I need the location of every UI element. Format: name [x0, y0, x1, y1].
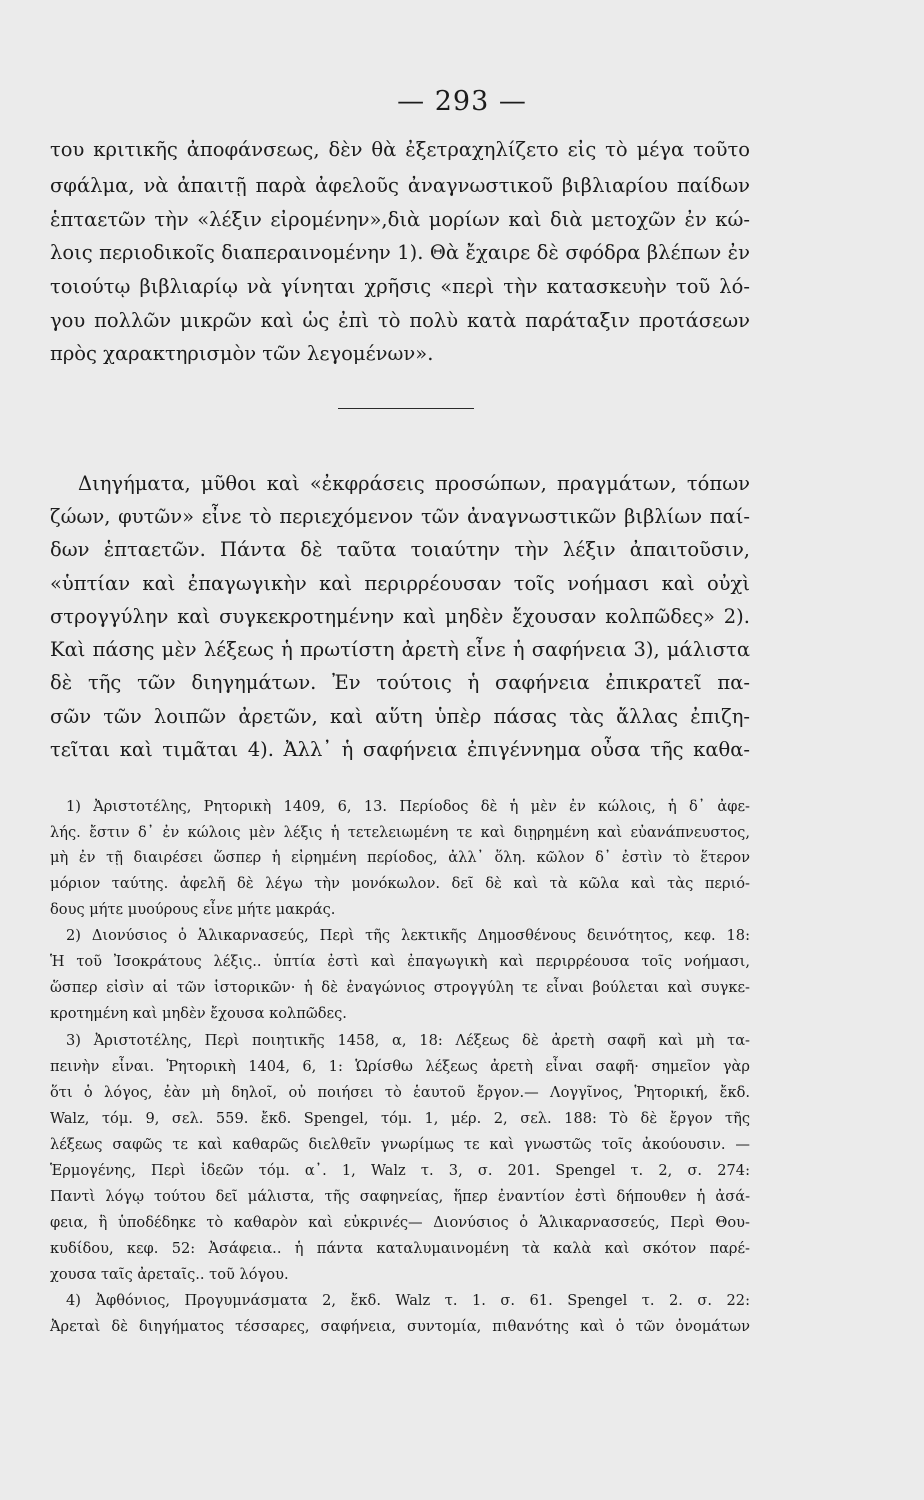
footnote-line: κυδίδου, κεφ. 52: Ἀσάφεια.. ἡ πάντα καταλυμαινομένη τὰ καλὰ καὶ σκότον παρέ- — [50, 1240, 750, 1257]
footnote-line: Ἡ τοῦ Ἰσοκράτους λέξις.. ὑπτία ἐστὶ καὶ ἐπαγωγικὴ καὶ περιρρέουσα τοῖς νοήμασι, — [50, 953, 750, 970]
body-line: σῶν τῶν λοιπῶν ἀρετῶν, καὶ αὕτη ὑπὲρ πάσας τὰς ἄλλας ἐπιζη- — [50, 705, 750, 728]
footnote-line: 4) Ἀφθόνιος, Προγυμνάσματα 2, ἔκδ. Walz τ. 1. σ. 61. Spengel τ. 2. σ. 22: — [66, 1292, 750, 1309]
body-line: λοις περιοδικοῖς διαπεραινομένην 1). Θὰ ἔχαιρε δὲ σφόδρα βλέπων ἐν — [50, 241, 750, 264]
body-line: δων ἑπταετῶν. Πάντα δὲ ταῦτα τοιαύτην τὴν λέξιν ἀπαιτοῦσιν, — [50, 538, 750, 561]
footnote-line: 1) Ἀριστοτέλης, Ρητορικὴ 1409, 6, 13. Περίοδος δὲ ἡ μὲν ἐν κώλοις, ἡ δ᾽ ἀφε- — [66, 798, 750, 815]
body-line: τεῖται καὶ τιμᾶται 4). Ἀλλ᾽ ἡ σαφήνεια ἐπιγέννημα οὖσα τῆς καθα- — [50, 738, 750, 761]
footnote-line: ὅτι ὁ λόγος, ἐὰν μὴ δηλοῖ, οὐ ποιήσει τὸ ἑαυτοῦ ἔργον.— Λογγῖνος, Ῥητορική, ἔκδ. — [50, 1084, 750, 1101]
footnote-line: μὴ ἐν τῇ διαιρέσει ὥσπερ ἡ εἰρημένη περίοδος, ἀλλ᾽ ὅλη. κῶλον δ᾽ ἐστὶν τὸ ἕτερον — [50, 849, 750, 866]
footnote-line: Walz, τόμ. 9, σελ. 559. ἔκδ. Spengel, τόμ. 1, μέρ. 2, σελ. 188: Τὸ δὲ ἔργον τῆς — [50, 1110, 750, 1127]
body-line: πρὸς χαρακτηρισμὸν τῶν λεγομένων». — [50, 342, 434, 365]
body-line: ζώων, φυτῶν» εἶνε τὸ περιεχόμενον τῶν ἀναγνωστικῶν βιβλίων παί- — [50, 505, 750, 528]
body-line: Διηγήματα, μῦθοι καὶ «ἐκφράσεις προσώπων, πραγμάτων, τόπων — [78, 472, 750, 495]
footnote-line: Ἀρεταὶ δὲ διηγήματος τέσσαρες, σαφήνεια, συντομία, πιθανότης καὶ ὁ τῶν ὀνομάτων — [50, 1318, 750, 1335]
body-line: Καὶ πάσης μὲν λέξεως ἡ πρωτίστη ἀρετὴ εἶνε ἡ σαφήνεια 3), μάλιστα — [50, 638, 750, 661]
footnote-line: 3) Ἀριστοτέλης, Περὶ ποιητικῆς 1458, α, 18: Λέξεως δὲ ἀρετὴ σαφῆ καὶ μὴ τα- — [66, 1032, 750, 1049]
body-line: δὲ τῆς τῶν διηγημάτων. Ἐν τούτοις ἡ σαφήνεια ἐπικρατεῖ πα- — [50, 671, 750, 694]
footnote-line: κροτημένη καὶ μηδὲν ἔχουσα κολπῶδες. — [50, 1005, 347, 1022]
body-line: στρογγύλην καὶ συγκεκροτημένην καὶ μηδὲν ἔχουσαν κολπῶδες» 2). — [50, 605, 750, 628]
footnote-line: μόριον ταύτης. ἀφελῆ δὲ λέγω τὴν μονόκωλον. δεῖ δὲ καὶ τὰ κῶλα καὶ τὰς περιό- — [50, 875, 750, 892]
footnote-line: φεια, ἣ ὑποδέδηκε τὸ καθαρὸν καὶ εὐκρινές— Διονύσιος ὁ Ἁλικαρνασσεύς, Περὶ Θου- — [50, 1214, 750, 1231]
footnote-line: 2) Διονύσιος ὁ Ἁλικαρνασεύς, Περὶ τῆς λεκτικῆς Δημοσθένους δεινότητος, κεφ. 18: — [66, 927, 750, 944]
footnote-line: Ἑρμογένης, Περὶ ἰδεῶν τόμ. α᾽. 1, Walz τ. 3, σ. 201. Spengel τ. 2, σ. 274: — [50, 1162, 750, 1179]
footnote-line: χουσα ταῖς ἀρεταῖς.. τοῦ λόγου. — [50, 1266, 289, 1283]
body-line: «ὑπτίαν καὶ ἐπαγωγικὴν καὶ περιρρέουσαν τοῖς νοήμασι καὶ οὐχὶ — [50, 572, 750, 595]
footnote-line: Παντὶ λόγῳ τούτου δεῖ μάλιστα, τῆς σαφηνείας, ἥπερ ἐναντίον ἐστὶ δήπουθεν ἡ ἀσά- — [50, 1188, 750, 1205]
body-line: ἑπταετῶν τὴν «λέξιν εἰρομένην»,διὰ μορίων καὶ διὰ μετοχῶν ἐν κώ- — [50, 208, 750, 231]
footnote-line: λής. ἔστιν δ᾽ ἐν κώλοις μὲν λέξις ἡ τετελειωμένη τε καὶ διῃρημένη καὶ εὐανάπνευστος, — [50, 824, 750, 841]
section-divider — [338, 408, 474, 409]
footnote-line: πεινὴν εἶναι. Ῥητορικὴ 1404, 6, 1: Ὡρίσθω λέξεως ἀρετὴ εἶναι σαφῆ· σημεῖον γὰρ — [50, 1058, 750, 1075]
footnote-line: λέξεως σαφῶς τε καὶ καθαρῶς διελθεῖν γνωρίμως τε καὶ γνωστῶς τοῖς ἀκούουσιν. — — [50, 1136, 750, 1153]
body-line: του κριτικῆς ἀποφάνσεως, δὲν θὰ ἐξετραχηλίζετο εἰς τὸ μέγα τοῦτο — [50, 138, 750, 161]
body-line: τοιούτῳ βιβλιαρίῳ νὰ γίνηται χρῆσις «περὶ τὴν κατασκευὴν τοῦ λό- — [50, 275, 750, 298]
footnote-line: ὥσπερ εἰσὶν αἱ τῶν ἱστορικῶν· ἡ δὲ ἐναγώνιος στρογγύλη τε εἶναι βούλεται καὶ συγκε- — [50, 979, 750, 996]
body-line: γου πολλῶν μικρῶν καὶ ὡς ἐπὶ τὸ πολὺ κατὰ παράταξιν προτάσεων — [50, 309, 750, 332]
page-number: — 293 — — [397, 86, 527, 117]
body-line: σφάλμα, νὰ ἀπαιτῇ παρὰ ἀφελοῦς ἀναγνωστικοῦ βιβλιαρίου παίδων — [50, 174, 750, 197]
footnote-line: δους μήτε μυούρους εἶνε μήτε μακράς. — [50, 901, 336, 918]
